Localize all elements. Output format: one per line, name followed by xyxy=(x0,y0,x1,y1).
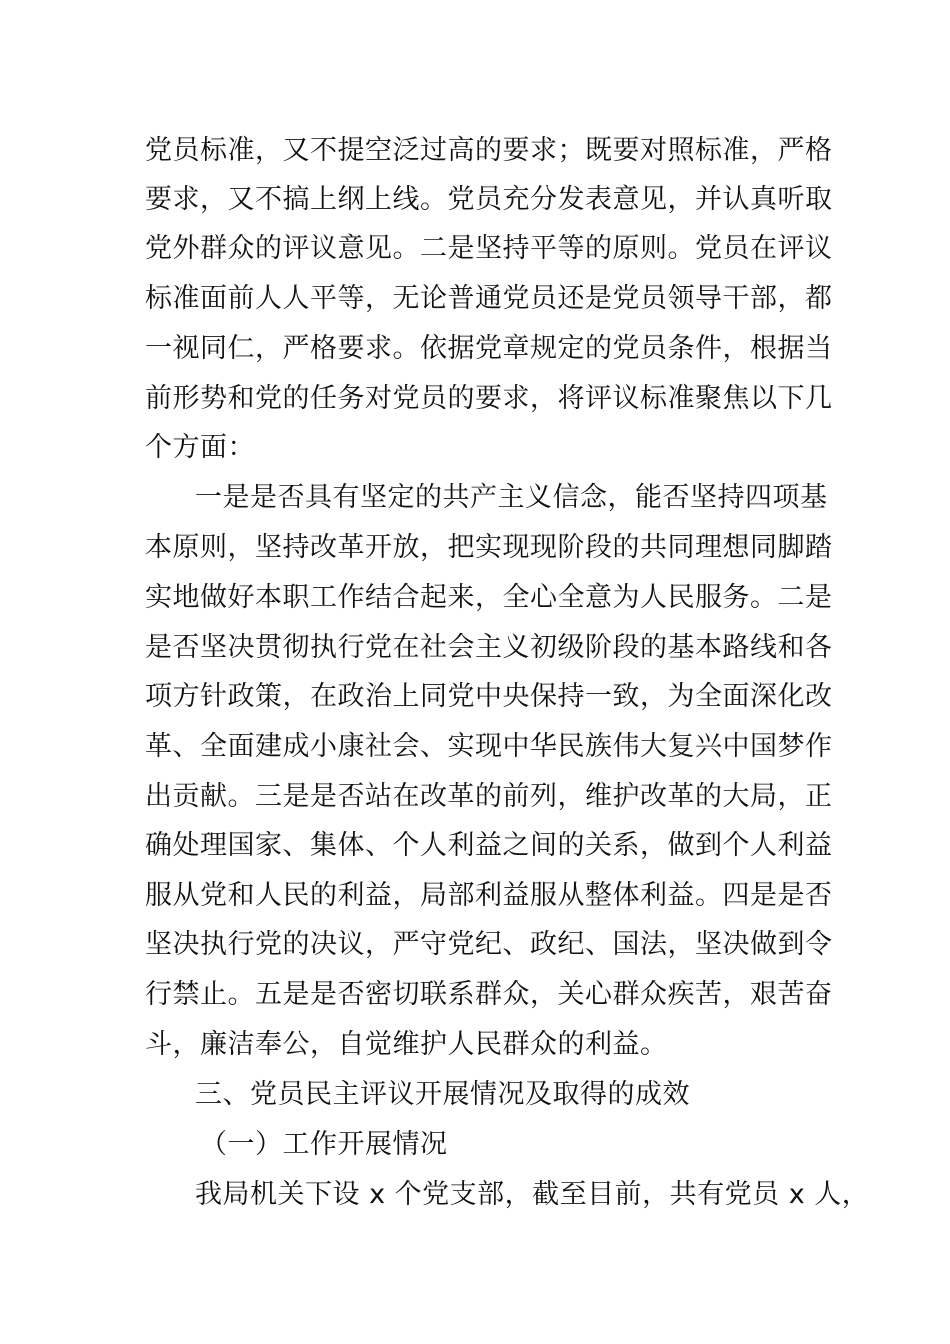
text-line: 实地做好本职工作结合起来，全心全意为人民服务。二是 xyxy=(145,582,833,613)
text-line: 革、全面建成小康社会、实现中华民族伟大复兴中国梦作 xyxy=(145,731,833,762)
text-line: 是否坚决贯彻执行党在社会主义初级阶段的基本路线和各 xyxy=(145,632,833,663)
paragraph-first-line: 一是是否具有坚定的共产主义信念，能否坚持四项基 xyxy=(195,482,828,513)
subsection-heading: （一）工作开展情况 xyxy=(200,1129,448,1160)
text-line: 标准面前人人平等，无论普通党员还是党员领导干部，都 xyxy=(145,283,833,314)
text-line: 服从党和人民的利益，局部利益服从整体利益。四是是否 xyxy=(145,880,833,911)
text-line: 本原则，坚持改革开放，把实现现阶段的共同理想同脚踏 xyxy=(145,532,833,563)
text-line: 行禁止。五是是否密切联系群众，关心群众疾苦，艰苦奋 xyxy=(145,979,833,1010)
text-line: 要求，又不搞上纲上线。党员充分发表意见，并认真听取 xyxy=(145,184,833,215)
text-line: 前形势和党的任务对党员的要求，将评议标准聚焦以下几 xyxy=(145,383,833,414)
text-line: 个方面： xyxy=(145,432,255,463)
text-line: 项方针政策，在政治上同党中央保持一致，为全面深化改 xyxy=(145,681,833,712)
text-line: 坚决执行党的决议，严守党纪、政纪、国法，坚决做到令 xyxy=(145,929,833,960)
section-heading: 三、党员民主评议开展情况及取得的成效 xyxy=(195,1079,690,1110)
text-line: 确处理国家、集体、个人利益之间的关系，做到个人利益 xyxy=(145,830,833,861)
text-line: 出贡献。三是是否站在改革的前列，维护改革的大局，正 xyxy=(145,781,833,812)
text-line: 党员标准，又不提空泛过高的要求；既要对照标准，严格 xyxy=(145,135,833,166)
paragraph-first-line: 我局机关下设 x 个党支部，截至目前，共有党员 x 人， xyxy=(195,1179,870,1210)
text-line: 一视同仁，严格要求。依据党章规定的党员条件，根据当 xyxy=(145,333,833,364)
text-line: 党外群众的评议意见。二是坚持平等的原则。党员在评议 xyxy=(145,233,833,264)
text-line: 斗，廉洁奉公，自觉维护人民群众的利益。 xyxy=(145,1029,668,1060)
